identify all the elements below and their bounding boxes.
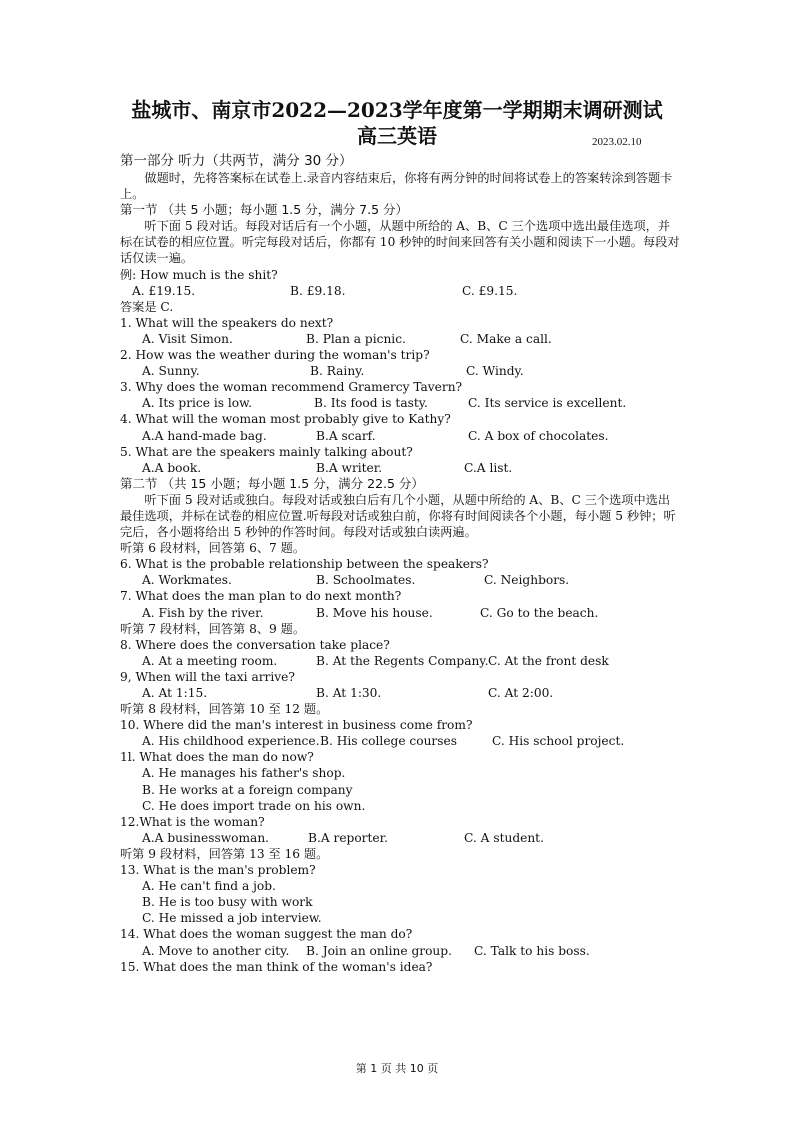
- q13-option-a: A. He can't find a job.: [142, 879, 276, 894]
- q12-option-b: B.A reporter.: [308, 830, 388, 845]
- question-6: 6. What is the probable relationship between the speakers?: [120, 557, 489, 572]
- q5-option-a: A.A book.: [142, 460, 202, 475]
- q2-option-b: B. Rainy.: [310, 364, 365, 379]
- question-5-options: [120, 460, 680, 476]
- material-8-note: 听第 8 段材料，回答第 10 至 12 题。: [120, 702, 329, 717]
- question-3: 3. Why does the woman recommend Gramercy Tavern?: [120, 380, 463, 395]
- q5-option-c: C.A list.: [464, 460, 513, 475]
- q13-option-c: C. He missed a job interview.: [142, 911, 322, 926]
- material-9-note: 听第 9 段材料，回答第 13 至 16 题。: [120, 846, 329, 861]
- question-15: 15. What does the man think of the woman's idea?: [120, 959, 433, 974]
- example-question: 例: How much is the shit?: [120, 267, 278, 282]
- q10-option-a: A. His childhood experience.: [142, 734, 320, 749]
- intro-paragraph: 做题时，先将答案标在试卷上.录音内容结束后，你将有两分钟的时间将试卷上的答案转涂到答题卡上。: [120, 171, 673, 202]
- material-6-note: 听第 6 段材料，回答第 6、7 题。: [120, 541, 306, 556]
- q9-option-c: C. At 2:00.: [488, 686, 554, 700]
- exam-date: 2023.02.10: [592, 136, 642, 148]
- q9-option-a: A. At 1:15.: [142, 686, 208, 700]
- q6-option-a: A. Workmates.: [142, 573, 232, 588]
- q7-option-a: A. Fish by the river.: [142, 605, 264, 620]
- q14-option-b: B. Join an online group.: [306, 943, 452, 958]
- question-8: 8. Where does the conversation take place?: [120, 637, 390, 652]
- q1-option-b: B. Plan a picnic.: [306, 331, 406, 346]
- section2-instructions: 听下面 5 段对话或独白。每段对话或独白后有几个小题，从题中所给的 A、B、C 三个选项中选出最佳选项，并标在试卷的相应位置.听每段对话或独白前，你将有时间阅读各个小题，每小题 5 秒钟；听完后，各小题将给出 5 秒钟的作答时间。每段对话或独白读两遍。: [120, 492, 676, 540]
- section1-heading: 第一节 （共 5 小题；每小题 1.5 分，满分 7.5 分）: [120, 202, 409, 218]
- q1-option-c: C. Make a call.: [460, 331, 552, 346]
- question-4-options: [120, 428, 680, 444]
- q14-option-c: C. Talk to his boss.: [474, 943, 590, 958]
- section1-instructions: 听下面 5 段对话。每段对话后有一个小题，从题中所给的 A、B、C 三个选项中选出最佳选项，并标在试卷的相应位置。听完每段对话后，你都有 10 秒钟的时间来回答有关小题和阅读下一小题。每段对话仅读一遍。: [120, 219, 680, 266]
- q12-option-c: C. A student.: [464, 830, 544, 845]
- q4-option-b: B.A scarf.: [316, 428, 376, 443]
- q8-option-b: B. At the Regents Company.: [316, 653, 489, 668]
- question-1: 1. What will the speakers do next?: [120, 315, 334, 330]
- question-2-options: [120, 363, 680, 379]
- q5-option-b: B.A writer.: [316, 460, 383, 475]
- q3-option-a: A. Its price is low.: [142, 396, 252, 411]
- question-12-options: [120, 830, 680, 846]
- question-7: 7. What does the man plan to do next month?: [120, 589, 402, 604]
- question-10-options: [120, 733, 680, 749]
- q7-option-c: C. Go to the beach.: [480, 605, 599, 620]
- question-9: 9, When will the taxi arrive?: [120, 669, 295, 684]
- q11-option-c: C. He does import trade on his own.: [142, 798, 366, 813]
- q4-option-c: C. A box of chocolates.: [468, 428, 609, 443]
- question-10: 10. Where did the man's interest in business come from?: [120, 718, 473, 733]
- q6-option-c: C. Neighbors.: [484, 573, 570, 588]
- question-4: 4. What will the woman most probably give to Kathy?: [120, 412, 451, 427]
- title-line-2: 高三英语: [357, 124, 437, 148]
- example-option-c: C. £9.15.: [462, 283, 518, 298]
- q3-option-c: C. Its service is excellent.: [468, 396, 627, 411]
- question-9-options: [120, 685, 680, 701]
- question-12: 12.What is the woman?: [120, 814, 265, 829]
- example-option-b: B. £9.18.: [290, 283, 346, 298]
- question-14-options: [120, 943, 680, 959]
- title-line-1: 盐城市、南京市2022—2023学年度第一学期期末调研测试: [131, 98, 663, 122]
- q8-option-a: A. At a meeting room.: [142, 653, 278, 668]
- question-2: 2. How was the weather during the woman's trip?: [120, 348, 430, 363]
- q11-option-a: A. He manages his father's shop.: [142, 766, 346, 781]
- q1-option-a: A. Visit Simon.: [142, 331, 233, 346]
- q12-option-a: A.A businesswoman.: [142, 830, 270, 845]
- question-14: 14. What does the woman suggest the man do?: [120, 927, 413, 942]
- q10-option-b: B. His college courses: [320, 734, 457, 749]
- example-answer: 答案是 C.: [120, 299, 174, 314]
- q2-option-c: C. Windy.: [466, 364, 524, 379]
- question-1-options: [120, 331, 680, 347]
- example-option-a: A. £19.15.: [132, 283, 196, 298]
- material-7-note: 听第 7 段材料，回答第 8、9 题。: [120, 621, 306, 636]
- q8-option-c: C. At the front desk: [488, 653, 609, 668]
- q7-option-b: B. Move his house.: [316, 605, 433, 620]
- exam-content: [120, 152, 680, 975]
- question-3-options: [120, 395, 680, 411]
- section2-heading: 第二节 （共 15 小题；每小题 1.5 分，满分 22.5 分）: [120, 475, 424, 491]
- part1-heading: 第一部分 听力（共两节，满分 30 分）: [120, 153, 353, 169]
- q14-option-a: A. Move to another city.: [142, 943, 290, 958]
- q13-option-b: B. He is too busy with work: [142, 895, 313, 910]
- q11-option-b: B. He works at a foreign company: [142, 782, 353, 797]
- q6-option-b: B. Schoolmates.: [316, 573, 416, 588]
- q3-option-b: B. Its food is tasty.: [314, 396, 428, 411]
- q10-option-c: C. His school project.: [492, 734, 625, 749]
- title-line-2-wrap: [0, 123, 794, 149]
- question-11: 1l. What does the man do now?: [120, 750, 314, 765]
- question-5: 5. What are the speakers mainly talking about?: [120, 444, 413, 459]
- question-7-options: [120, 605, 680, 621]
- q2-option-a: A. Sunny.: [142, 364, 200, 379]
- exam-title: [0, 97, 794, 149]
- question-6-options: [120, 572, 680, 588]
- example-options: [120, 283, 680, 299]
- q4-option-a: A.A hand-made bag.: [142, 428, 267, 443]
- q9-option-b: B. At 1:30.: [316, 686, 382, 700]
- question-13: 13. What is the man's problem?: [120, 863, 316, 878]
- page-footer: 第 1 页 共 10 页: [355, 1062, 439, 1075]
- question-8-options: [120, 653, 680, 669]
